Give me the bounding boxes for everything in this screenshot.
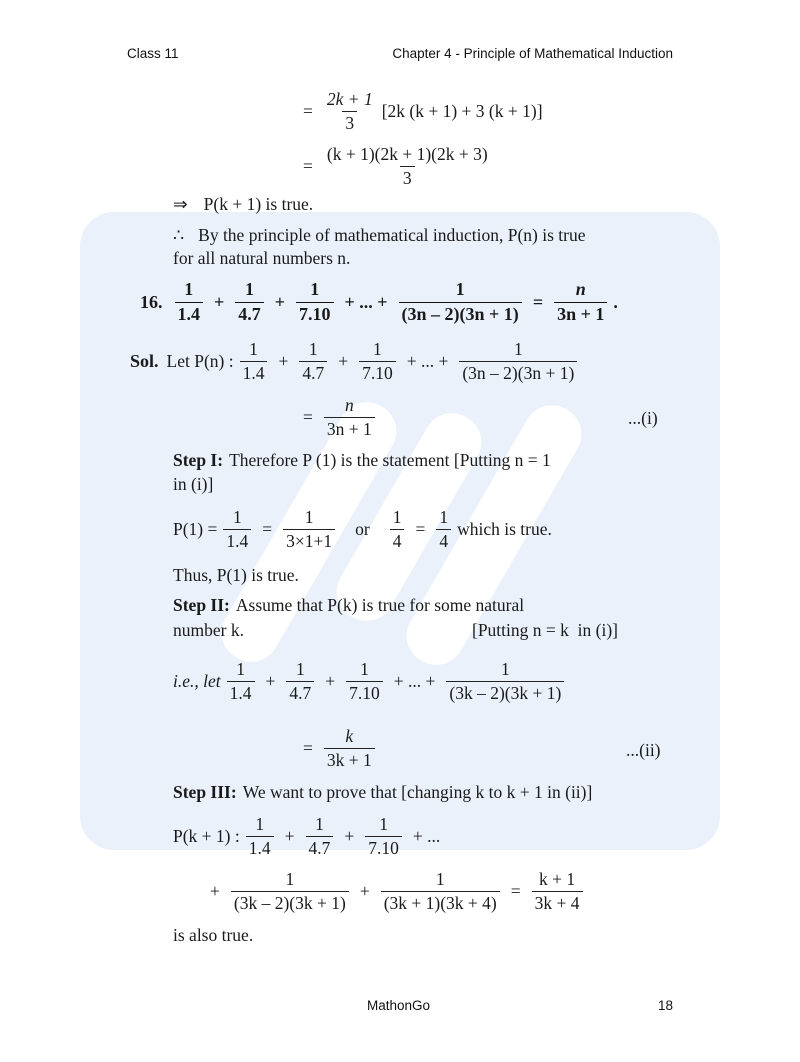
fraction: $\frac{1}{7.10}$ [346, 660, 383, 704]
class-label: Class 11 [127, 46, 179, 61]
fraction: $\frac{k + 1}{3k + 4}$ [532, 870, 583, 914]
equation-line: = $\frac{(k + 1)(2k + 1)(2k + 3)}{3}$ [298, 145, 497, 189]
step-1-equation: P(1) = $\frac{1}{1.4}$ = $\frac{1}{3\times 1+1}$ or $\frac{1}{4}$ = $\frac{1}{4}$ which is true. [173, 507, 552, 552]
problem-number: 16. [140, 291, 163, 312]
fraction: $\frac{1}{1.4}$ [223, 508, 251, 552]
fraction: $\frac{1}{(3k - 2)(3k + 1)}$ [231, 870, 349, 914]
fraction: $\frac{1}{4.7}$ [306, 815, 334, 859]
fraction: $\frac{1}{(3k - 2)(3k + 1)}$ [446, 660, 564, 704]
step-3-closing: is also true. [173, 925, 254, 945]
fraction: $\frac{1}{4.7}$ [286, 660, 314, 704]
fraction: $\frac{1}{4.7}$ [235, 280, 264, 325]
fraction: $\frac{2k + 1}{3}$ [326, 89, 373, 134]
equation-line: = $\frac{k}{3k + 1}$ [298, 727, 381, 771]
page-number: 18 [658, 998, 674, 1013]
equation-tag: ...(i) [628, 408, 658, 428]
solution-definition: Sol. Let P(n) : $\frac{1}{1.4}$ + $\frac{1}{4.7}$ + $\frac{1}{7.10}$ + ... + $\frac{1}{(3n - 2)(3n + 1)}$ [130, 340, 583, 384]
step-1-statement: in (i)] [173, 474, 214, 494]
equation-line: = $\frac{n}{3n + 1}$ [298, 396, 381, 440]
step-2-equation: i.e., let $\frac{1}{1.4}$ + $\frac{1}{4.7}$ + $\frac{1}{7.10}$ + ... + $\frac{1}{(3k - 2)(3k + 1)}$ [173, 660, 570, 704]
fraction: $\frac{n}{3n + 1}$ [554, 280, 607, 325]
implies-line: ⇒ P(k + 1) is true. [173, 194, 314, 214]
step-3-equation: P(k + 1) : $\frac{1}{1.4}$ + $\frac{1}{4.7}$ + $\frac{1}{7.10}$ + ... [173, 814, 441, 859]
step-1-conclusion: Thus, P(1) is true. [173, 565, 299, 585]
fraction: $\frac{(k + 1)(2k + 1)(2k + 3)}{3}$ [326, 144, 488, 189]
fraction: $\frac{1}{(3n - 2)(3n + 1)}$ [399, 280, 522, 325]
step-3-equation: + $\frac{1}{(3k - 2)(3k + 1)}$ + $\frac{1}{(3k + 1)(3k + 4)}$ = $\frac{k + 1}{3k + 4}$ [205, 870, 589, 914]
fraction: $\frac{1}{4}$ [390, 508, 405, 552]
conclusion-line: for all natural numbers n. [173, 248, 351, 268]
step-2-statement: Step II: Assume that P(k) is true for some natural [173, 595, 525, 615]
step-3-statement: Step III: We want to prove that [changing k to k + 1 in (ii)] [173, 782, 593, 802]
chapter-title: Chapter 4 - Principle of Mathematical Induction [392, 46, 673, 61]
fraction: $\frac{1}{(3n - 2)(3n + 1)}$ [459, 340, 577, 384]
fraction: $\frac{1}{(3k + 1)(3k + 4)}$ [381, 870, 500, 914]
fraction: $\frac{1}{1.4}$ [240, 340, 268, 384]
therefore-icon: ∴ [173, 225, 185, 245]
fraction: $\frac{1}{1.4}$ [246, 815, 274, 859]
equation-line: = $\frac{2k + 1}{3}$ [2k (k + 1) + 3 (k + 1)] [303, 89, 543, 134]
fraction: $\frac{1}{4}$ [436, 508, 451, 552]
fraction: $\frac{1}{1.4}$ [175, 280, 204, 325]
footer-brand: MathonGo [367, 998, 431, 1013]
fraction: $\frac{1}{1.4}$ [227, 660, 255, 704]
fraction: $\frac{1}{7.10}$ [365, 815, 402, 859]
fraction: $\frac{1}{7.10}$ [296, 280, 334, 325]
step-1-statement: Step I: Therefore P (1) is the statement [Putting n = 1 [173, 450, 551, 470]
equation-tag: ...(ii) [626, 740, 661, 760]
solution-label: Sol. [130, 351, 159, 372]
conclusion-line: ∴ By the principle of mathematical induction, P(n) is true [173, 225, 586, 245]
step-2-note: [Putting n = k in (i)] [472, 620, 618, 640]
fraction: $\frac{k}{3k + 1}$ [324, 727, 375, 771]
fraction: $\frac{1}{4.7}$ [299, 340, 327, 384]
step-2-statement: number k. [173, 620, 244, 640]
implies-icon: ⇒ [173, 194, 188, 214]
fraction: $\frac{n}{3n + 1}$ [324, 396, 375, 440]
fraction: $\frac{1}{3\times 1+1}$ [283, 508, 335, 552]
problem-statement: 16. $\frac{1}{1.4}$ + $\frac{1}{4.7}$ + $\frac{1}{7.10}$ + ... + $\frac{1}{(3n - 2)(3n + 1)}$ = $\frac{n}{3n + 1}$ . [140, 279, 618, 324]
fraction: $\frac{1}{7.10}$ [359, 340, 396, 384]
